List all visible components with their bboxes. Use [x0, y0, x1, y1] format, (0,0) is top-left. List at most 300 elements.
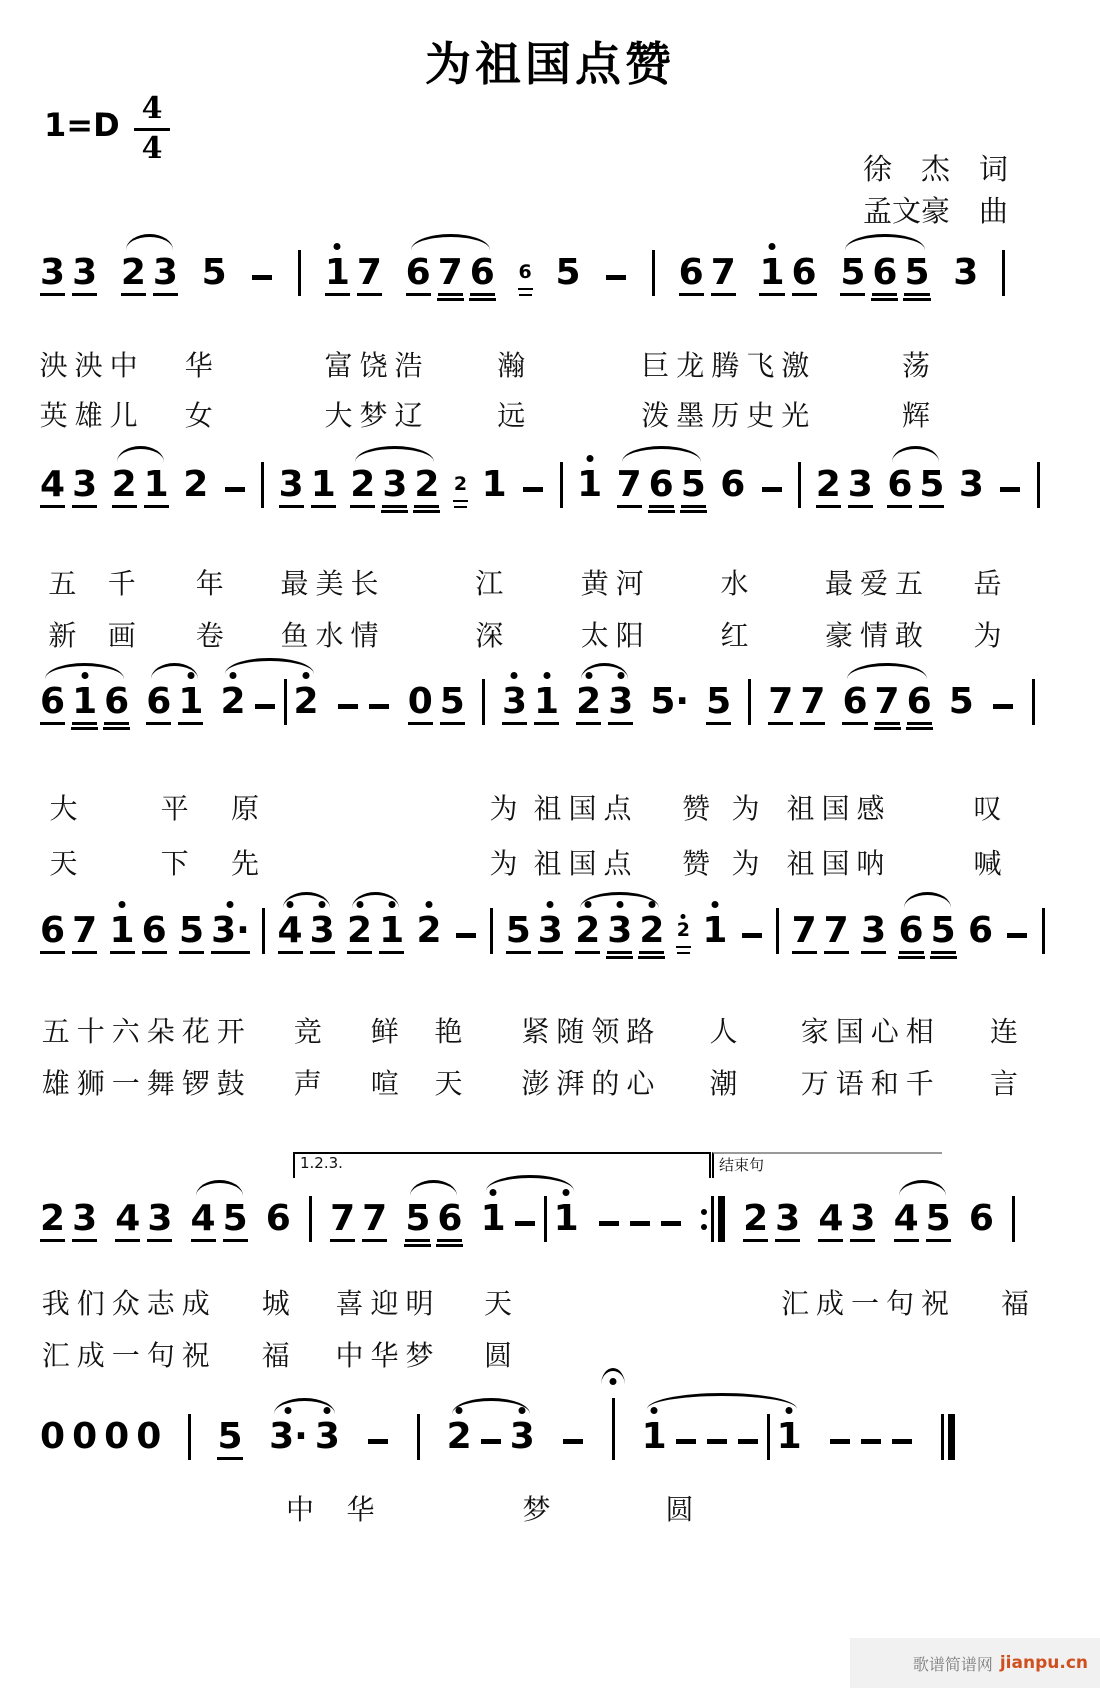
composer-credit: 孟文豪 曲 — [862, 194, 1008, 229]
note: 2 — [414, 467, 439, 508]
note-row — [40, 226, 1005, 296]
lyric-syllable: 画 — [107, 619, 143, 652]
lyric-syllable: 赞 — [682, 847, 718, 880]
note-group — [759, 252, 817, 296]
lyric-syllable: 艳 — [434, 1015, 470, 1048]
note-group — [309, 1196, 312, 1242]
duration-dash — [456, 933, 476, 938]
lyric-line — [0, 1334, 1100, 1374]
lyric-syllable: 城 — [261, 1287, 297, 1320]
note: 6 — [679, 255, 704, 296]
slur-group — [898, 910, 956, 954]
note-group — [612, 1398, 615, 1460]
note-group — [1012, 1196, 1015, 1242]
note: 7 — [875, 684, 900, 725]
watermark-link[interactable]: jianpu.cn — [999, 1653, 1088, 1673]
note-group — [968, 1198, 994, 1242]
note: 3 — [40, 255, 65, 296]
time-signature-denominator: 4 — [141, 130, 163, 166]
system-2 — [0, 438, 1100, 652]
lyric-syllable: 叹 — [973, 792, 1009, 825]
lyric-syllable: 红 — [720, 619, 756, 652]
note-group — [953, 252, 979, 296]
lyric-syllable: 五 — [48, 567, 84, 600]
note: 5 — [840, 255, 865, 296]
note-group — [179, 910, 250, 954]
note: 7 — [357, 255, 382, 296]
system-6 — [0, 1374, 1100, 1526]
lyric-syllable: 大 — [49, 792, 85, 825]
note-group — [597, 1221, 683, 1242]
barline — [560, 462, 563, 508]
note-group — [706, 681, 732, 725]
barline — [482, 679, 485, 725]
note: 6 — [142, 913, 167, 954]
note-group — [948, 681, 974, 725]
note: 7 — [72, 913, 97, 954]
note: 5 — [223, 1201, 248, 1242]
barline — [417, 1414, 420, 1460]
note: 1 — [379, 913, 404, 954]
lyric-syllable: 梦 — [522, 1493, 558, 1526]
note: 1 — [481, 464, 507, 505]
octave-dot — [227, 901, 234, 908]
lyric-syllable: 赞 — [682, 792, 718, 825]
note-group — [760, 487, 784, 508]
lyric-syllable: 喜迎明 — [335, 1287, 441, 1320]
volta-label-ending: 结束句 — [719, 1156, 765, 1174]
lyric-syllable: 天 — [434, 1067, 470, 1100]
note-group — [416, 910, 442, 954]
note-group — [505, 910, 563, 954]
lyric-syllable: 为 — [489, 847, 525, 880]
note: 6 — [406, 255, 431, 296]
slur-group — [350, 464, 440, 508]
barline — [262, 908, 265, 954]
note-group — [40, 252, 98, 296]
note: 3 — [538, 913, 563, 954]
barline — [1037, 462, 1040, 508]
note-group — [336, 704, 391, 725]
note: 6 — [104, 684, 129, 725]
note-group — [748, 679, 751, 725]
note: 5 — [405, 1201, 430, 1242]
lyric-syllable: 万语和千 — [800, 1067, 941, 1100]
note-group — [561, 1439, 585, 1460]
note: 7 — [438, 255, 463, 296]
note: 2 — [447, 1419, 472, 1460]
lyric-syllable: 为 — [731, 792, 767, 825]
note-group — [223, 487, 247, 508]
note-group — [1032, 679, 1035, 725]
note-group — [40, 1416, 162, 1460]
lyric-syllable: 为 — [489, 792, 525, 825]
note-group — [490, 908, 493, 954]
note: 5 — [179, 913, 204, 954]
credits — [863, 148, 1008, 232]
note-group — [298, 250, 301, 296]
note: 7 — [362, 1201, 387, 1242]
rest-note: 0 — [40, 1416, 66, 1457]
note-group — [677, 921, 690, 954]
note: 3 — [848, 467, 873, 508]
lyric-line — [0, 1488, 1100, 1528]
note: 1 — [311, 467, 336, 508]
slur-group — [575, 910, 665, 954]
barline — [652, 250, 655, 296]
note-group — [555, 252, 581, 296]
note-group — [417, 1414, 420, 1460]
note-group — [1037, 462, 1040, 508]
slur-group — [40, 681, 130, 725]
note: 3 — [850, 1201, 875, 1242]
volta-label-1-2-3: 1.2.3. — [300, 1154, 343, 1172]
lyric-syllable: 为 — [731, 847, 767, 880]
note: 7 — [792, 913, 817, 954]
note-group — [278, 464, 336, 508]
note-group — [560, 462, 563, 508]
note: 1 — [325, 255, 350, 296]
note-group — [776, 908, 779, 954]
note: 4 — [278, 913, 303, 954]
note: 2 — [350, 467, 375, 508]
note: 5 — [506, 913, 531, 954]
note: 2 — [575, 913, 600, 954]
note: 5 — [926, 1201, 951, 1242]
lyric-syllable: 黄河 — [580, 567, 651, 600]
note-group — [604, 275, 628, 296]
lyric-syllable: 喧 — [370, 1067, 406, 1100]
lyric-line — [0, 787, 1100, 827]
duration-dash — [481, 1439, 501, 1444]
note-group — [798, 462, 801, 508]
lyric-syllable: 天 — [49, 847, 85, 880]
note: 1 — [72, 684, 97, 725]
duration-dash — [225, 487, 245, 492]
note-group — [652, 250, 655, 296]
note: 6 — [146, 684, 171, 725]
lyric-syllable: 祖国点 — [533, 792, 639, 825]
slur-group — [120, 252, 178, 296]
lyric-syllable: 豪情敢 — [825, 619, 931, 652]
note-group — [115, 1198, 173, 1242]
octave-dot — [287, 901, 294, 908]
note-group — [521, 487, 545, 508]
lyric-syllable: 卷 — [195, 619, 231, 652]
lyric-syllable: 荡 — [902, 349, 938, 382]
lyric-syllable: 平 — [160, 792, 196, 825]
note: 3· — [211, 913, 250, 954]
note: 5 — [440, 684, 465, 725]
note: 3 — [315, 1419, 340, 1460]
lyric-syllable: 泼墨历史光 — [641, 399, 817, 432]
note-group — [183, 464, 209, 508]
note-group — [324, 252, 382, 296]
duration-dash — [1007, 933, 1027, 938]
note: 2 — [347, 913, 372, 954]
lyric-syllable: 中 — [286, 1493, 322, 1526]
note: 6 — [872, 255, 897, 296]
duration-dash — [338, 704, 358, 709]
lyric-syllable: 瀚 — [497, 349, 533, 382]
duration-dash — [738, 1439, 758, 1444]
note-group — [366, 1439, 390, 1460]
note: 2 — [121, 255, 146, 296]
note-row — [40, 1374, 955, 1460]
octave-dot — [490, 1189, 497, 1196]
slur-group — [220, 679, 318, 725]
duration-dash — [861, 1439, 881, 1444]
note: 5 — [904, 255, 929, 296]
note: 5 — [931, 913, 956, 954]
lyric-line — [0, 1010, 1100, 1050]
final-barline — [941, 1414, 955, 1460]
grace-note: 6 — [519, 263, 532, 296]
lyric-syllable: 辉 — [902, 399, 938, 432]
note: 3 — [153, 255, 178, 296]
lyric-syllable: 中华梦 — [335, 1339, 441, 1372]
note: 5· — [650, 681, 690, 722]
note: 1 — [178, 684, 203, 725]
rest-note: 0 — [408, 684, 433, 725]
octave-dot — [563, 1189, 570, 1196]
duration-dash — [368, 1439, 388, 1444]
note-group — [1002, 250, 1005, 296]
barline — [490, 908, 493, 954]
lyric-syllable: 圆 — [484, 1339, 520, 1372]
system-1 — [0, 226, 1100, 432]
barline — [188, 1414, 191, 1460]
barline — [284, 679, 287, 725]
rest-note: 0 — [104, 1416, 130, 1457]
note: 7 — [617, 467, 642, 508]
lyric-syllable: 家国心相 — [800, 1015, 941, 1048]
barline — [748, 679, 751, 725]
slur-group — [893, 1198, 951, 1242]
note-group — [481, 464, 507, 508]
octave-dot — [584, 901, 591, 908]
lyric-syllable: 下 — [160, 847, 196, 880]
lyric-syllable: 祖国呐 — [786, 847, 892, 880]
note: 5 — [919, 467, 944, 508]
octave-dot — [426, 901, 433, 908]
duration-dash — [707, 1439, 727, 1444]
system-5 — [0, 1150, 1100, 1372]
lyric-syllable: 声 — [293, 1067, 329, 1100]
octave-dot — [543, 672, 550, 679]
note-group — [958, 464, 984, 508]
note-group — [482, 679, 485, 725]
lyric-syllable: 福 — [1001, 1287, 1037, 1320]
lyric-line — [0, 1282, 1100, 1322]
lyric-syllable: 最爱五 — [825, 567, 931, 600]
note: 4 — [818, 1201, 843, 1242]
lyric-syllable: 大梦辽 — [324, 399, 430, 432]
lyric-syllable: 原 — [231, 792, 267, 825]
note: 7 — [768, 684, 793, 725]
note: 6 — [899, 913, 924, 954]
octave-dot — [81, 672, 88, 679]
note: 2 — [816, 467, 841, 508]
note-group — [519, 263, 532, 296]
note-row — [40, 884, 1045, 954]
octave-dot — [456, 1407, 463, 1414]
barline — [544, 1196, 547, 1242]
octave-dot — [388, 901, 395, 908]
note-group — [40, 1198, 98, 1242]
note-row — [40, 655, 1035, 725]
octave-dot — [285, 1407, 292, 1414]
duration-dash — [762, 487, 782, 492]
note-group — [968, 910, 994, 954]
note-group — [650, 681, 690, 725]
barline — [776, 908, 779, 954]
lyric-syllable: 祖国点 — [533, 847, 639, 880]
lyric-syllable: 先 — [231, 847, 267, 880]
rest-note: 0 — [136, 1416, 162, 1457]
lyric-syllable: 竞 — [293, 1015, 329, 1048]
note-group — [1042, 908, 1045, 954]
note: 6 — [649, 467, 674, 508]
note-group — [201, 252, 227, 296]
note: 3 — [607, 913, 632, 954]
note: 3 — [775, 1201, 800, 1242]
note-group — [740, 933, 764, 954]
slur-group — [190, 1198, 248, 1242]
lyric-syllable: 岳 — [973, 567, 1009, 600]
octave-dot — [547, 901, 554, 908]
duration-dash — [252, 275, 272, 280]
lyric-syllable: 富饶浩 — [324, 349, 430, 382]
note-group — [330, 1198, 388, 1242]
volta-bracket-ending — [712, 1152, 942, 1178]
slur-group — [277, 910, 335, 954]
octave-dot — [617, 672, 624, 679]
lyric-syllable: 五十六朵花开 — [41, 1015, 252, 1048]
note: 5 — [201, 252, 227, 293]
slur-group — [642, 1414, 802, 1460]
rest-note: 0 — [72, 1416, 98, 1457]
note: 1 — [110, 913, 135, 954]
note: 3 — [861, 913, 886, 954]
note: 3 — [279, 467, 304, 508]
note: 5 — [948, 681, 974, 722]
thin-bar — [941, 1414, 944, 1460]
duration-dash — [606, 275, 626, 280]
note-group — [701, 1196, 725, 1242]
note: 7 — [330, 1201, 355, 1242]
note-group — [991, 704, 1015, 725]
system-3 — [0, 655, 1100, 880]
lyric-syllable: 深 — [475, 619, 511, 652]
barline — [298, 250, 301, 296]
note: 4 — [40, 467, 65, 508]
note: 6 — [720, 464, 746, 505]
note: 6 — [265, 1198, 291, 1239]
thick-bar — [948, 1414, 955, 1460]
note-group — [818, 1198, 876, 1242]
slur-group — [347, 910, 405, 954]
thin-bar — [711, 1196, 714, 1242]
fermata-barline — [612, 1398, 615, 1460]
lyric-syllable: 人 — [709, 1015, 745, 1048]
barline — [1042, 908, 1045, 954]
slur-group — [840, 252, 930, 296]
note: 3 — [953, 252, 979, 293]
lyricist-credit: 徐 杰 词 — [862, 152, 1008, 186]
note: 2 — [294, 684, 319, 725]
note: 4 — [894, 1201, 919, 1242]
lyric-syllable: 年 — [195, 567, 231, 600]
octave-dot — [616, 901, 623, 908]
lyric-syllable: 太阳 — [580, 619, 651, 652]
note: 4 — [115, 1201, 140, 1242]
lyric-syllable: 华 — [346, 1493, 382, 1526]
note: 6 — [887, 467, 912, 508]
octave-dot — [303, 672, 310, 679]
note: 7 — [800, 684, 825, 725]
octave-dot — [681, 914, 686, 919]
note: 3 — [72, 1201, 97, 1242]
lyric-line — [0, 842, 1100, 882]
lyric-syllable: 天 — [484, 1287, 520, 1320]
system-4 — [0, 884, 1100, 1100]
note: 1 — [144, 467, 169, 508]
lyric-line — [0, 394, 1100, 434]
note: 5 — [217, 1419, 242, 1460]
note-group — [262, 908, 265, 954]
octave-dot — [586, 455, 593, 462]
lyric-syllable: 江 — [475, 567, 511, 600]
lyric-syllable: 福 — [261, 1339, 297, 1372]
slur-group — [576, 681, 634, 725]
note: 6 — [792, 255, 817, 296]
note: 1 — [534, 684, 559, 725]
octave-dot — [585, 672, 592, 679]
note: 3 — [510, 1419, 535, 1460]
octave-dot — [651, 1407, 658, 1414]
note-group — [768, 681, 826, 725]
duration-dash — [830, 1439, 850, 1444]
note: 3· — [269, 1419, 308, 1460]
barline — [798, 462, 801, 508]
lyric-syllable: 鱼水情 — [280, 619, 386, 652]
lyric-syllable: 祖国感 — [786, 792, 892, 825]
note: 3 — [958, 464, 984, 505]
note-row — [40, 438, 1040, 508]
note: 7 — [711, 255, 736, 296]
lyric-syllable: 雄狮一舞锣鼓 — [41, 1067, 252, 1100]
note: 7 — [824, 913, 849, 954]
note-group — [261, 462, 264, 508]
duration-dash — [369, 704, 389, 709]
note-group — [501, 681, 560, 725]
note: 3 — [72, 255, 97, 296]
note: 6 — [842, 684, 867, 725]
slur-group — [446, 1416, 535, 1460]
lyric-line — [0, 562, 1100, 602]
octave-dot — [229, 672, 236, 679]
note: 1 — [577, 467, 602, 508]
note-group — [791, 910, 849, 954]
note-group — [678, 252, 736, 296]
dot — [701, 1224, 707, 1230]
note: 3 — [72, 467, 97, 508]
slur-group — [269, 1416, 340, 1460]
note: 3 — [608, 684, 633, 725]
duration-dash — [255, 704, 275, 709]
slur-group — [481, 1196, 579, 1242]
